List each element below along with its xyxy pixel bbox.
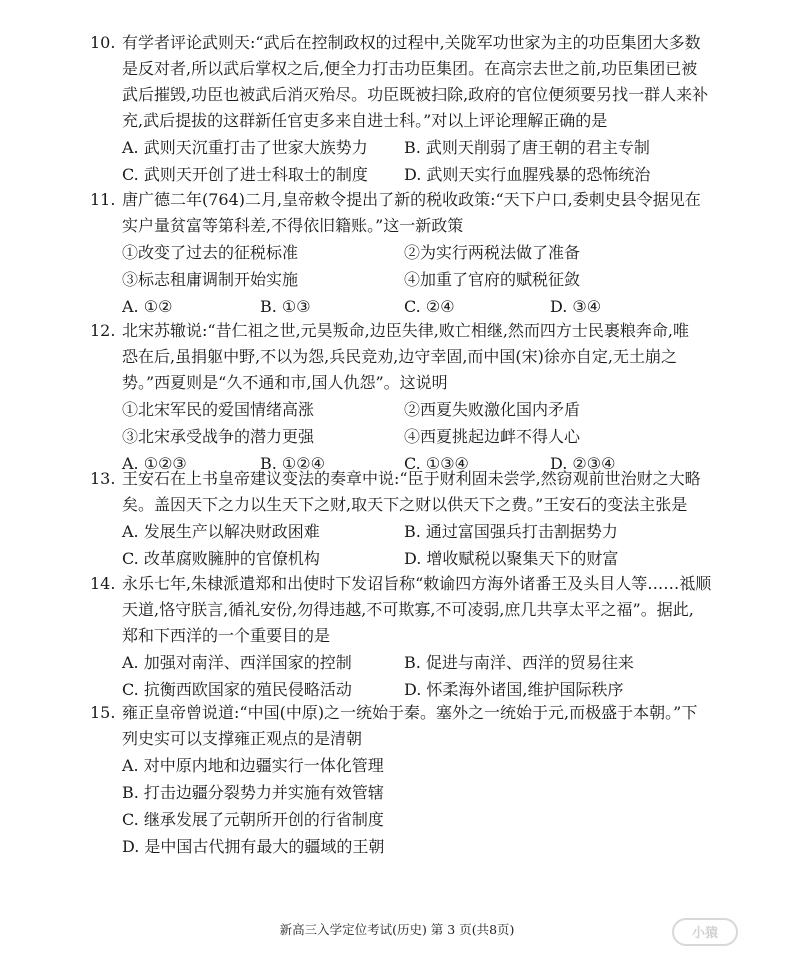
question-stem-line: 唐广德二年(764)二月,皇帝敕令提出了新的税收政策:“天下户口,委刺史县令据见在 xyxy=(122,190,701,209)
question-stem-line: 列史实可以支撑雍正观点的是清朝 xyxy=(122,729,363,748)
question-line xyxy=(90,56,698,82)
option-d: D. 增收赋税以聚集天下的财富 xyxy=(404,549,619,568)
option-row xyxy=(90,423,690,450)
question-line xyxy=(90,623,690,649)
option-row xyxy=(90,752,690,779)
option-b: B. 武则天削弱了唐王朝的君主专制 xyxy=(404,138,650,157)
option-row xyxy=(90,676,690,703)
question-line xyxy=(90,82,709,108)
question-stem-line: 恐在后,虽捐躯中野,不以为怨,兵民竞劝,边守幸固,而中国(宋)徐亦自定,无土崩之 xyxy=(122,347,678,366)
option-row xyxy=(90,396,690,423)
question-line xyxy=(90,726,690,752)
option-row xyxy=(90,266,690,293)
option-a: A. 武则天沉重打击了世家大族势力 xyxy=(122,138,368,157)
page-footer: 新高三入学定位考试(历史) 第 3 页(共8页) xyxy=(279,922,515,937)
option-row xyxy=(90,649,690,676)
option-d: D. 是中国古代拥有最大的疆域的王朝 xyxy=(122,837,385,856)
option-d: D. ③④ xyxy=(550,297,602,316)
question-number: 11. xyxy=(90,190,116,209)
question-stem-line: 是反对者,所以武后掌权之后,便全力打击功臣集团。在高宗去世之前,功臣集团已被 xyxy=(122,59,698,78)
question-stem-line: 有学者评论武则天:“武后在控制政权的过程中,关陇军功世家为主的功臣集团大多数 xyxy=(122,33,701,52)
option-row xyxy=(90,806,690,833)
question-line xyxy=(90,108,690,134)
option-d: D. 武则天实行血腥残暴的恐怖统治 xyxy=(404,165,651,184)
option-b: B. ①②④ xyxy=(260,454,325,473)
question-line xyxy=(90,492,690,518)
option-a: A. ①② xyxy=(122,297,173,316)
question-line xyxy=(90,187,701,213)
statement-1: ①改变了过去的征税标准 xyxy=(122,243,299,262)
question-line xyxy=(90,30,701,56)
option-a: A. 加强对南洋、西洋国家的控制 xyxy=(122,653,352,672)
question-number: 15. xyxy=(90,703,116,722)
question-stem-line: 武后摧毁,功臣也被武后消灭殆尽。功臣既被扫除,政府的官位便须要另找一群人来补 xyxy=(122,85,709,104)
question-line xyxy=(90,597,694,623)
option-d: D. ②③④ xyxy=(550,454,616,473)
statement-3: ③标志租庸调制开始实施 xyxy=(122,270,299,289)
question-stem-line: 王安石在上书皇帝建议变法的奏章中说:“臣于财利固未尝学,然窃观前世治财之大略 xyxy=(122,469,701,488)
option-b: B. 通过富国强兵打击割据势力 xyxy=(404,522,618,541)
question-line xyxy=(90,571,712,597)
option-c: C. ②④ xyxy=(404,297,455,316)
option-row xyxy=(90,134,690,161)
option-row xyxy=(90,293,690,320)
option-d: D. 怀柔海外诸国,维护国际秩序 xyxy=(404,680,624,699)
question-line xyxy=(90,466,701,492)
option-c: C. 武则天开创了进士科取士的制度 xyxy=(122,165,368,184)
option-row xyxy=(90,239,690,266)
option-a: A. ①②③ xyxy=(122,454,187,473)
question-line xyxy=(90,344,690,370)
question-stem-line: 雍正皇帝曾说道:“中国(中原)之一统始于秦。塞外之一统始于元,而极盛于本朝。”下 xyxy=(122,703,698,722)
question-line xyxy=(90,213,690,239)
option-row xyxy=(90,161,690,188)
option-b: B. ①③ xyxy=(260,297,311,316)
question-stem-line: 郑和下西洋的一个重要目的是 xyxy=(122,626,331,645)
statement-3: ③北宋承受战争的潜力更强 xyxy=(122,427,315,446)
question-stem-line: 永乐七年,朱棣派遣郑和出使时下发诏旨称“敕谕四方海外诸番王及头目人等……祗顺 xyxy=(122,574,712,593)
option-c: C. 继承发展了元朝所开创的行省制度 xyxy=(122,810,384,829)
option-a: A. 发展生产以解决财政困难 xyxy=(122,522,320,541)
option-c: C. 抗衡西欧国家的殖民侵略活动 xyxy=(122,680,352,699)
option-c: C. 改革腐败臃肿的官僚机构 xyxy=(122,549,320,568)
question-line xyxy=(90,700,698,726)
question-number: 13. xyxy=(90,469,116,488)
option-b: B. 促进与南洋、西洋的贸易往来 xyxy=(404,653,634,672)
question-13 xyxy=(90,466,701,572)
question-stem-line: 天道,恪守朕言,循礼安份,勿得违越,不可欺寡,不可凌弱,庶几共享太平之福”。据此, xyxy=(122,600,694,619)
question-number: 10. xyxy=(90,33,116,52)
question-10 xyxy=(90,30,709,188)
question-14 xyxy=(90,571,712,703)
option-row xyxy=(90,833,690,860)
option-row xyxy=(90,545,690,572)
question-line xyxy=(90,318,690,344)
question-line xyxy=(90,370,690,396)
question-stem-line: 充,武后提拔的这群新任官吏多来自进士科。”对以上评论理解正确的是 xyxy=(122,111,608,130)
option-row xyxy=(90,518,690,545)
question-12 xyxy=(90,318,690,477)
question-stem-line: 实户量贫富等第科差,不得依旧籍账。”这一新政策 xyxy=(122,216,464,235)
question-number: 12. xyxy=(90,321,116,340)
question-15 xyxy=(90,700,698,860)
statement-1: ①北宋军民的爱国情绪高涨 xyxy=(122,400,315,419)
question-11 xyxy=(90,187,701,320)
statement-2: ②西夏失败激化国内矛盾 xyxy=(404,400,581,419)
option-row xyxy=(90,779,690,806)
question-stem-line: 势。”西夏则是“久不通和市,国人仇怨”。这说明 xyxy=(122,373,448,392)
watermark-logo: 小猿 xyxy=(672,918,738,946)
statement-4: ④加重了官府的赋税征敛 xyxy=(404,270,581,289)
option-a: A. 对中原内地和边疆实行一体化管理 xyxy=(122,756,384,775)
statement-2: ②为实行两税法做了准备 xyxy=(404,243,581,262)
statement-4: ④西夏挑起边衅不得人心 xyxy=(404,427,581,446)
option-c: C. ①③④ xyxy=(404,454,469,473)
question-stem-line: 矣。盖因天下之力以生天下之财,取天下之财以供天下之费。”王安石的变法主张是 xyxy=(122,495,688,514)
option-b: B. 打击边疆分裂势力并实施有效管辖 xyxy=(122,783,384,802)
question-number: 14. xyxy=(90,574,116,593)
question-stem-line: 北宋苏辙说:“昔仁祖之世,元昊叛命,边臣失律,败亡相继,然而四方士民裹粮奔命,唯 xyxy=(122,321,690,340)
